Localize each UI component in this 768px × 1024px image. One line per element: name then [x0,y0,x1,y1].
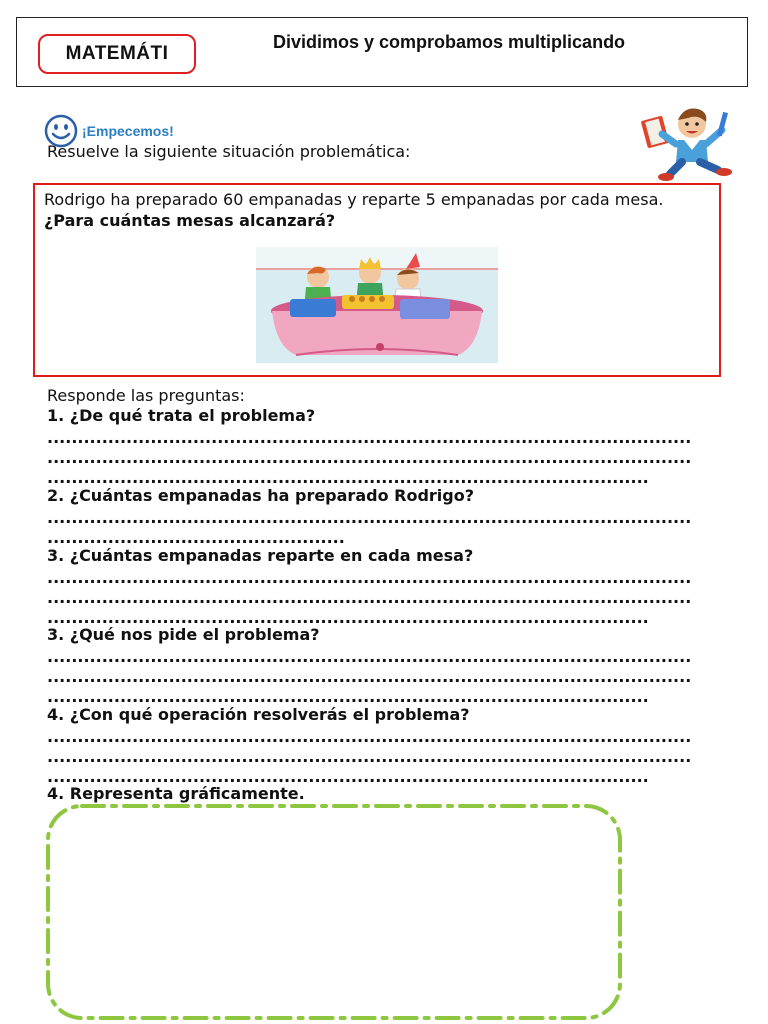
question-4b: 4. Representa gráficamente. [47,784,305,803]
problem-text: Rodrigo ha preparado 60 empanadas y reparte 5 empanadas por cada mesa. [44,190,664,209]
answer-line[interactable]: ................................................................................................... [47,767,649,786]
start-label: ¡Empecemos! [82,123,174,139]
answer-line[interactable]: ................................................................................................... [47,608,649,627]
answer-line[interactable]: ................................................. [47,528,345,547]
question-3b: 3. ¿Qué nos pide el problema? [47,625,320,644]
question-3: 3. ¿Cuántas empanadas reparte en cada mesa? [47,546,474,565]
answer-line[interactable]: .......................................................................................................... [47,647,692,666]
answer-line[interactable]: .......................................................................................................... [47,568,692,587]
question-1: 1. ¿De qué trata el problema? [47,406,316,425]
answer-line[interactable]: .......................................................................................................... [47,588,692,607]
answer-line[interactable]: .......................................................................................................... [47,667,692,686]
problem-statement [44,189,704,231]
subject-badge: MATEMÁTI [38,34,196,74]
header-box [16,17,748,87]
instruction-text: Resuelve la siguiente situación problemática: [47,142,411,161]
answer-line[interactable]: ................................................................................................... [47,468,649,487]
answer-line[interactable]: ................................................................................................... [47,687,649,706]
children-party-table-illustration [256,247,498,363]
answer-line[interactable]: .......................................................................................................... [47,508,692,527]
drawing-area-box[interactable] [40,800,630,1024]
questions-section-label: Responde las preguntas: [47,386,245,405]
worksheet-title: Dividimos y comprobamos multiplicando [273,32,626,52]
answer-line[interactable]: .......................................................................................................... [47,727,692,746]
answer-line[interactable]: .......................................................................................................... [47,747,692,766]
problem-question: ¿Para cuántas mesas alcanzará? [44,211,336,230]
answer-line[interactable]: .......................................................................................................... [47,428,692,447]
problem-box [33,183,721,377]
question-2: 2. ¿Cuántas empanadas ha preparado Rodrigo? [47,486,474,505]
answer-line[interactable]: .......................................................................................................... [47,448,692,467]
question-4: 4. ¿Con qué operación resolverás el problema? [47,705,470,724]
kid-running-illustration [640,104,740,184]
